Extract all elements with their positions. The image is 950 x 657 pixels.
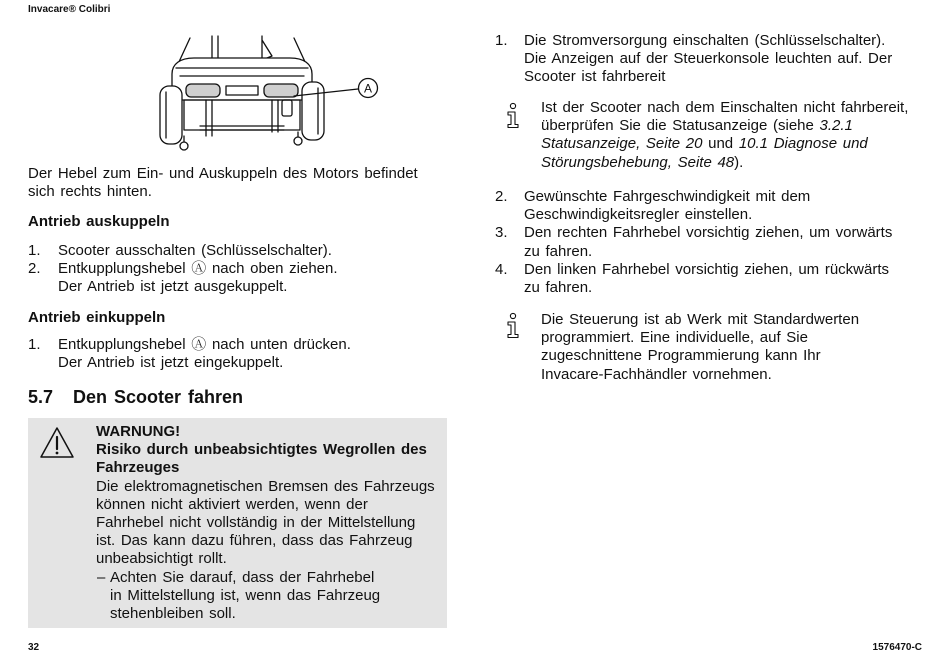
subheading-engage: Antrieb einkuppeln bbox=[28, 309, 166, 326]
scooter-rear-illustration bbox=[150, 34, 385, 158]
action-bullet: – bbox=[97, 568, 106, 586]
rear-light-left bbox=[186, 84, 220, 97]
action-text bbox=[110, 569, 380, 624]
cross-reference: Statusanzeige, Seite 20 bbox=[541, 135, 703, 153]
info-note-programming bbox=[541, 311, 859, 384]
warning-title-line: Fahrzeuges bbox=[96, 459, 180, 477]
intro-line: Der Hebel zum Ein- und Auskuppeln des Motors befindet bbox=[28, 165, 418, 182]
list-item bbox=[495, 32, 892, 87]
running-header-title: Invacare® Colibri bbox=[28, 4, 111, 15]
warning-body-line: unbeabsichtigt rollt. bbox=[96, 550, 227, 568]
note-text: Ist der Scooter nach dem Einschalten nicht fahrbereit, bbox=[541, 99, 909, 116]
list-item bbox=[28, 336, 351, 372]
step-line: Gewünschte Fahrgeschwindigkeit mit dem bbox=[524, 188, 811, 205]
step-line: Scooter ausschalten (Schlüsselschalter). bbox=[58, 242, 332, 259]
section-number: 5.7 bbox=[28, 387, 54, 407]
step-line: Geschwindigkeitsregler einstellen. bbox=[524, 206, 753, 224]
step-text bbox=[524, 261, 889, 297]
section-heading bbox=[28, 386, 243, 408]
cross-reference: 3.2.1 bbox=[819, 117, 853, 135]
list-item bbox=[495, 224, 892, 260]
drive-steps-first bbox=[495, 32, 892, 87]
step-text bbox=[524, 224, 892, 260]
note-line: Die Steuerung ist ab Werk mit Standardwerten bbox=[541, 311, 860, 328]
list-item bbox=[495, 261, 892, 297]
step-number: 4. bbox=[495, 260, 508, 278]
cross-reference: Störungsbehebung, Seite 48 bbox=[541, 153, 735, 171]
warning-body-line: Die elektromagnetischen Bremsen des Fahrzeugs bbox=[96, 477, 435, 495]
intro-paragraph bbox=[28, 165, 418, 201]
list-item bbox=[28, 242, 338, 260]
caster-left bbox=[180, 142, 188, 150]
step-line: Den linken Fahrhebel vorsichtig ziehen, um rückwärts bbox=[524, 260, 889, 278]
step-line: zu fahren. bbox=[524, 242, 593, 260]
page-number: 32 bbox=[28, 642, 40, 653]
step-line: Die Stromversorgung einschalten (Schlüsselschalter). bbox=[524, 32, 886, 49]
note-line: programmiert. Eine individuelle, auf Sie bbox=[541, 329, 808, 347]
step-text bbox=[58, 336, 351, 372]
step-line: Scooter ist fahrbereit bbox=[524, 68, 666, 86]
info-note-status bbox=[541, 99, 908, 172]
warning-content bbox=[96, 423, 435, 623]
note-text: und bbox=[702, 135, 739, 153]
warning-body-line: können nicht aktiviert werden, wenn der bbox=[96, 495, 368, 513]
step-line: Der Antrieb ist jetzt eingekuppelt. bbox=[58, 354, 284, 372]
list-item bbox=[495, 188, 892, 224]
right-wheel bbox=[302, 82, 324, 140]
note-line bbox=[541, 154, 908, 172]
action-line: Achten Sie darauf, dass der Fahrhebel bbox=[110, 568, 375, 586]
step-line: Entkupplungshebel Ⓐ nach oben ziehen. bbox=[58, 260, 338, 278]
step-text bbox=[524, 188, 810, 224]
note-line bbox=[541, 99, 908, 117]
frame-bars bbox=[200, 100, 284, 136]
step-line: Der Antrieb ist jetzt ausgekuppelt. bbox=[58, 278, 288, 296]
disengage-steps bbox=[28, 242, 338, 297]
note-line: Invacare-Fachhändler vornehmen. bbox=[541, 365, 772, 383]
release-lever bbox=[282, 100, 292, 116]
step-line: zu fahren. bbox=[524, 279, 593, 297]
step-number: 2. bbox=[28, 260, 41, 278]
subheading-disengage: Antrieb auskuppeln bbox=[28, 213, 170, 230]
step-text bbox=[524, 32, 892, 87]
note-line: zugeschnittene Programmierung kann Ihr bbox=[541, 347, 821, 365]
note-text: ). bbox=[734, 153, 744, 171]
step-number: 1. bbox=[28, 242, 41, 259]
caster-forks bbox=[184, 132, 298, 142]
step-number: 3. bbox=[495, 224, 508, 242]
cross-reference: 10.1 Diagnose und bbox=[738, 135, 868, 153]
seat-back bbox=[212, 36, 272, 60]
step-text bbox=[58, 242, 332, 260]
callout-label: A bbox=[363, 81, 373, 96]
warning-action-item bbox=[96, 569, 435, 624]
action-line: in Mittelstellung ist, wenn das Fahrzeug bbox=[110, 586, 381, 604]
warning-triangle-icon bbox=[39, 426, 75, 460]
document-id: 1576470-C bbox=[872, 642, 922, 653]
engage-steps bbox=[28, 336, 351, 372]
info-icon bbox=[503, 312, 523, 340]
step-text bbox=[58, 260, 338, 296]
note-line bbox=[541, 135, 908, 153]
note-line bbox=[541, 117, 908, 135]
warning-label: WARNUNG! bbox=[96, 423, 181, 440]
drive-steps-rest bbox=[495, 188, 892, 297]
action-line: stehenbleiben soll. bbox=[110, 605, 236, 623]
list-item bbox=[28, 260, 338, 296]
warning-body-line: Fahrhebel nicht vollständig in der Mittelstellung bbox=[96, 514, 416, 532]
step-number: 1. bbox=[495, 32, 508, 49]
step-line: Die Anzeigen auf der Steuerkonsole leuchten auf. Der bbox=[524, 50, 893, 68]
intro-line: sich rechts hinten. bbox=[28, 183, 152, 201]
step-line: Den rechten Fahrhebel vorsichtig ziehen, um vorwärts bbox=[524, 224, 893, 242]
info-icon bbox=[503, 102, 523, 130]
left-wheel bbox=[160, 86, 182, 144]
step-line: Entkupplungshebel Ⓐ nach unten drücken. bbox=[58, 336, 351, 353]
step-number: 1. bbox=[28, 336, 41, 353]
warning-body-line: ist. Das kann dazu führen, dass das Fahrzeug bbox=[96, 532, 413, 550]
warning-title-line: Risiko durch unbeabsichtigtes Wegrollen des bbox=[96, 441, 427, 459]
caster-right bbox=[294, 137, 302, 145]
section-title: Den Scooter fahren bbox=[73, 387, 244, 407]
note-text: überprüfen Sie die Statusanzeige (siehe bbox=[541, 117, 820, 135]
rear-light-right bbox=[264, 84, 298, 97]
step-number: 2. bbox=[495, 188, 508, 205]
